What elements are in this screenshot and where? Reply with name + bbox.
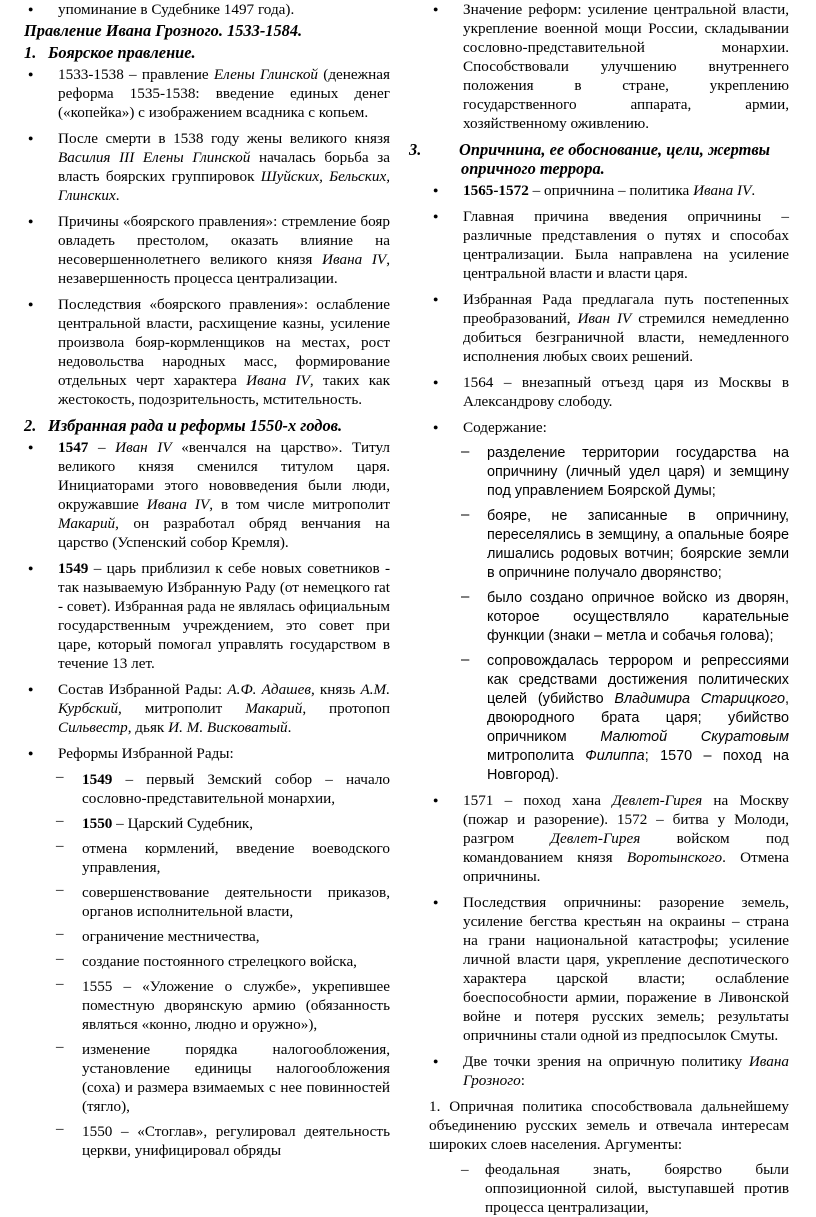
list-item: ● Состав Избранной Рады: А.Ф. Адашев, князь А.М. Курбский, митрополит Макарий, протопоп Сильвестр, дьяк И. М. Висковатый. [24,680,390,737]
list-item: ● 1533-1538 – правление Елены Глинской (денежная реформа 1535-1538: введение единых денег («копейка») с изображением всадника с копьем. [24,65,390,122]
list-item: ● Последствия опричнины: разорение земель, усиление бегства крестьян на окраины – страна на грани национальной катастрофы; усиление личной власти царя, укрепление деспотического характера царской власти; ослабление боеспособности армии, поражение в Ливонской войне и потеря русских земель; результаты опричнины стали одной из предпосылок Смуты. [429,893,789,1045]
sub-item: – ограничение местничества, [24,927,390,946]
paragraph: 1. Опричная политика способствовала дальнейшему объединению русских земель и отвечала интересам широких слоев населения. Аргументы: [429,1098,789,1153]
list-item: ● 1565-1572 – опричнина – политика Ивана IV. [429,181,789,200]
sub-item: – 1555 – «Уложение о службе», укрепившее поместную дворянскую армию (обязанность являться «конно, людно и оружно»), [24,977,390,1034]
heading-chosen-council: 2. Избранная рада и реформы 1550-х годов. [24,416,343,435]
sub-item: – 1549 – первый Земский собор – начало сословно-представительной монархии, [24,770,390,808]
list-item: ● Главная причина введения опричнины – различные представления о путях и способах централизации. Была направлена на усиление центральной власти и власти царя. [429,207,789,283]
sub-item: – было создано опричное войско из дворян, которое осуществляло карательные функции (знаки – метла и собачья голова); [429,589,789,646]
sub-item: – изменение порядка налогообложения, установление единицы налогообложения (соха) и размера взимаемых с нее повинностей (тягло), [24,1040,390,1116]
list-item: ● 1571 – поход хана Девлет-Гирея на Москву (пожар и разорение). 1572 – битва у Молоди, разгром Девлет-Гирея войском под командованием князя Воротынского. Отмена опричнины. [429,791,789,886]
heading-oprichnina: 3. Опричнина, ее обоснование, цели, жертвы опричного террора. [409,140,771,178]
sub-item: – совершенствование деятельности приказов, органов исполнительной власти, [24,883,390,921]
list-item: ● упоминание в Судебнике 1497 года). [24,0,390,19]
list-item: ● Избранная Рада предлагала путь постепенных преобразований, Иван IV стремился немедленно добиться безграничной власти, немедленного исполнения любых своих решений. [429,290,789,366]
list-item: ● Последствия «боярского правления»: ослабление центральной власти, расхищение казны, усиление произвола бояр-кормленщиков на местах, рост недовольства народных масс, формирование отдельных черт характера Ивана IV, таких как жестокость, подозрительность, мстительность. [24,295,390,409]
sub-item: – отмена кормлений, введение воеводского управления, [24,839,390,877]
heading-boyar-rule: 1. Боярское правление. [24,43,196,62]
section-title: Правление Ивана Грозного. 1533-1584. [24,21,303,40]
left-column [24,0,390,1166]
sub-item: – 1550 – «Стоглав», регулировал деятельность церкви, унифицировал обряды [24,1122,390,1160]
list-item: ● Значение реформ: усиление центральной власти, укрепление военной мощи России, складывании сословно-представительной монархии. Способствовали улучшению внутреннего положения в стране, укреплению государственного аппарата, армии, хозяйственному оживлению. [429,0,789,133]
sub-item: – сопровождалась террором и репрессиями как средствами достижения политических целей (убийство Владимира Старицкого, двоюродного брата царя; убийство опричником Малютой Скуратовым митрополита Филиппа; 1570 – поход на Новгород). [429,652,789,785]
list-item: ● Две точки зрения на опричную политику Ивана Грозного: [429,1052,789,1090]
sub-item: – феодальная знать, боярство были оппозиционной силой, выступавшей против процесса централизации, [429,1160,789,1217]
sub-item: – 1550 – Царский Судебник, [24,814,390,833]
sub-item: – создание постоянного стрелецкого войска, [24,952,390,971]
list-item: ● После смерти в 1538 году жены великого князя Василия III Елены Глинской началась борьба за власть боярских группировок Шуйских, Бельских, Глинских. [24,129,390,205]
list-item: ● Содержание: [429,418,789,437]
list-item: ● 1564 – внезапный отъезд царя из Москвы в Александрову слободу. [429,373,789,411]
list-item: ● Реформы Избранной Рады: [24,744,390,763]
sub-item: – разделение территории государства на опричнину (личный удел царя) и земщину под управлением Боярской Думы; [429,444,789,501]
right-column [409,0,790,1217]
list-item: ● 1547 – Иван IV «венчался на царство». Титул великого князя сменился титулом царя. Инициаторами этого нововведения были люди, окружавшие Ивана IV, в том числе митрополит Макарий, он разработал обряд венчания на царство (Успенский собор Кремля). [24,438,390,552]
list-item: ● Причины «боярского правления»: стремление бояр овладеть престолом, оказать влияние на несовершеннолетнего великого князя Ивана IV, незавершенность процесса централизации. [24,212,390,288]
sub-item: – бояре, не записанные в опричнину, переселялись в земщину, а опальные бояре лишались родовых вотчин; боярские земли в опричнине получало дворянство; [429,507,789,583]
list-item: ● 1549 – царь приблизил к себе новых советников - так называемую Избранную Раду (от немецкого rat - совет). Избранная рада не являлась официальным государственным учреждением, это совет при царе, который помогал управлять государством в течение 13 лет. [24,559,390,673]
